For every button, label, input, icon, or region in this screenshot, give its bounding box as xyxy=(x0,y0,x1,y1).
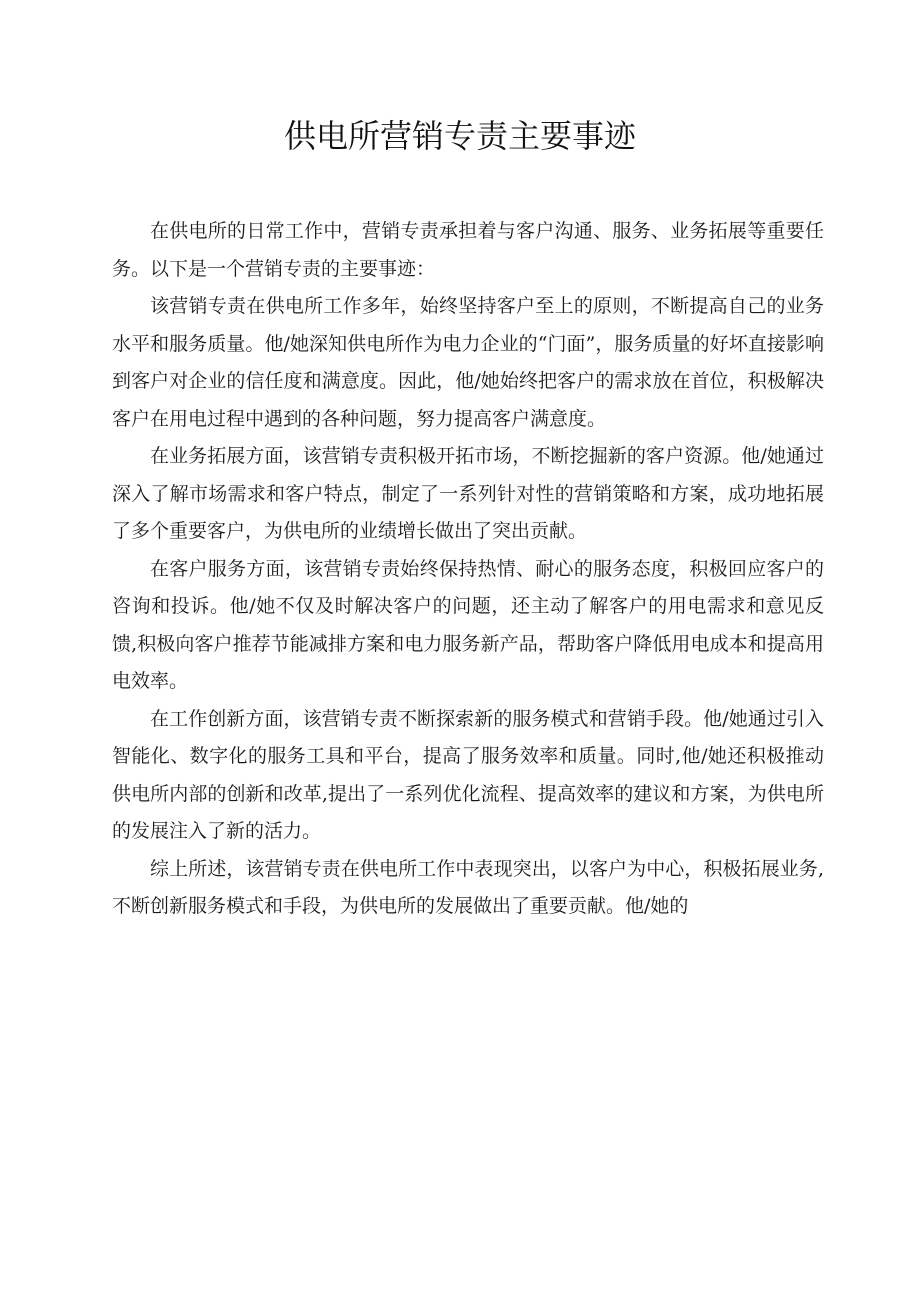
paragraph-summary: 综上所述，该营销专责在供电所工作中表现突出，以客户为中心，积极拓展业务,不断创新服务模式和手段，为供电所的发展做出了重要贡献。他/她的 xyxy=(112,857,824,917)
paragraph-work-innovation: 在工作创新方面，该营销专责不断探索新的服务模式和营销手段。他/她通过引入智能化、数字化的服务工具和平台，提高了服务效率和质量。同时,他/她还积极推动供电所内部的创新和改革,提出了一系列优化流程、提高效率的建议和方案，为供电所的发展注入了新的活力。 xyxy=(112,707,824,842)
paragraph-customer-first: 该营销专责在供电所工作多年，始终坚持客户至上的原则，不断提高自己的业务水平和服务质量。他/她深知供电所作为电力企业的“门面”，服务质量的好坏直接影响到客户对企业的信任度和满意度。因此，他/她始终把客户的需求放在首位，积极解决客户在用电过程中遇到的各种问题，努力提高客户满意度。 xyxy=(112,295,824,430)
document-title: 供电所营销专责主要事迹 xyxy=(283,117,636,155)
paragraph-customer-service: 在客户服务方面，该营销专责始终保持热情、耐心的服务态度，积极回应客户的咨询和投诉。他/她不仅及时解决客户的问题，还主动了解客户的用电需求和意见反馈,积极向客户推荐节能减排方案和电力服务新产品，帮助客户降低用电成本和提高用电效率。 xyxy=(112,557,824,692)
paragraph-intro: 在供电所的日常工作中，营销专责承担着与客户沟通、服务、业务拓展等重要任务。以下是一个营销专责的主要事迹： xyxy=(112,220,824,280)
document-body xyxy=(112,213,824,926)
paragraph-business-expansion: 在业务拓展方面，该营销专责积极开拓市场，不断挖掘新的客户资源。他/她通过深入了解市场需求和客户特点，制定了一系列针对性的营销策略和方案，成功地拓展了多个重要客户，为供电所的业绩增长做出了突出贡献。 xyxy=(112,445,824,542)
